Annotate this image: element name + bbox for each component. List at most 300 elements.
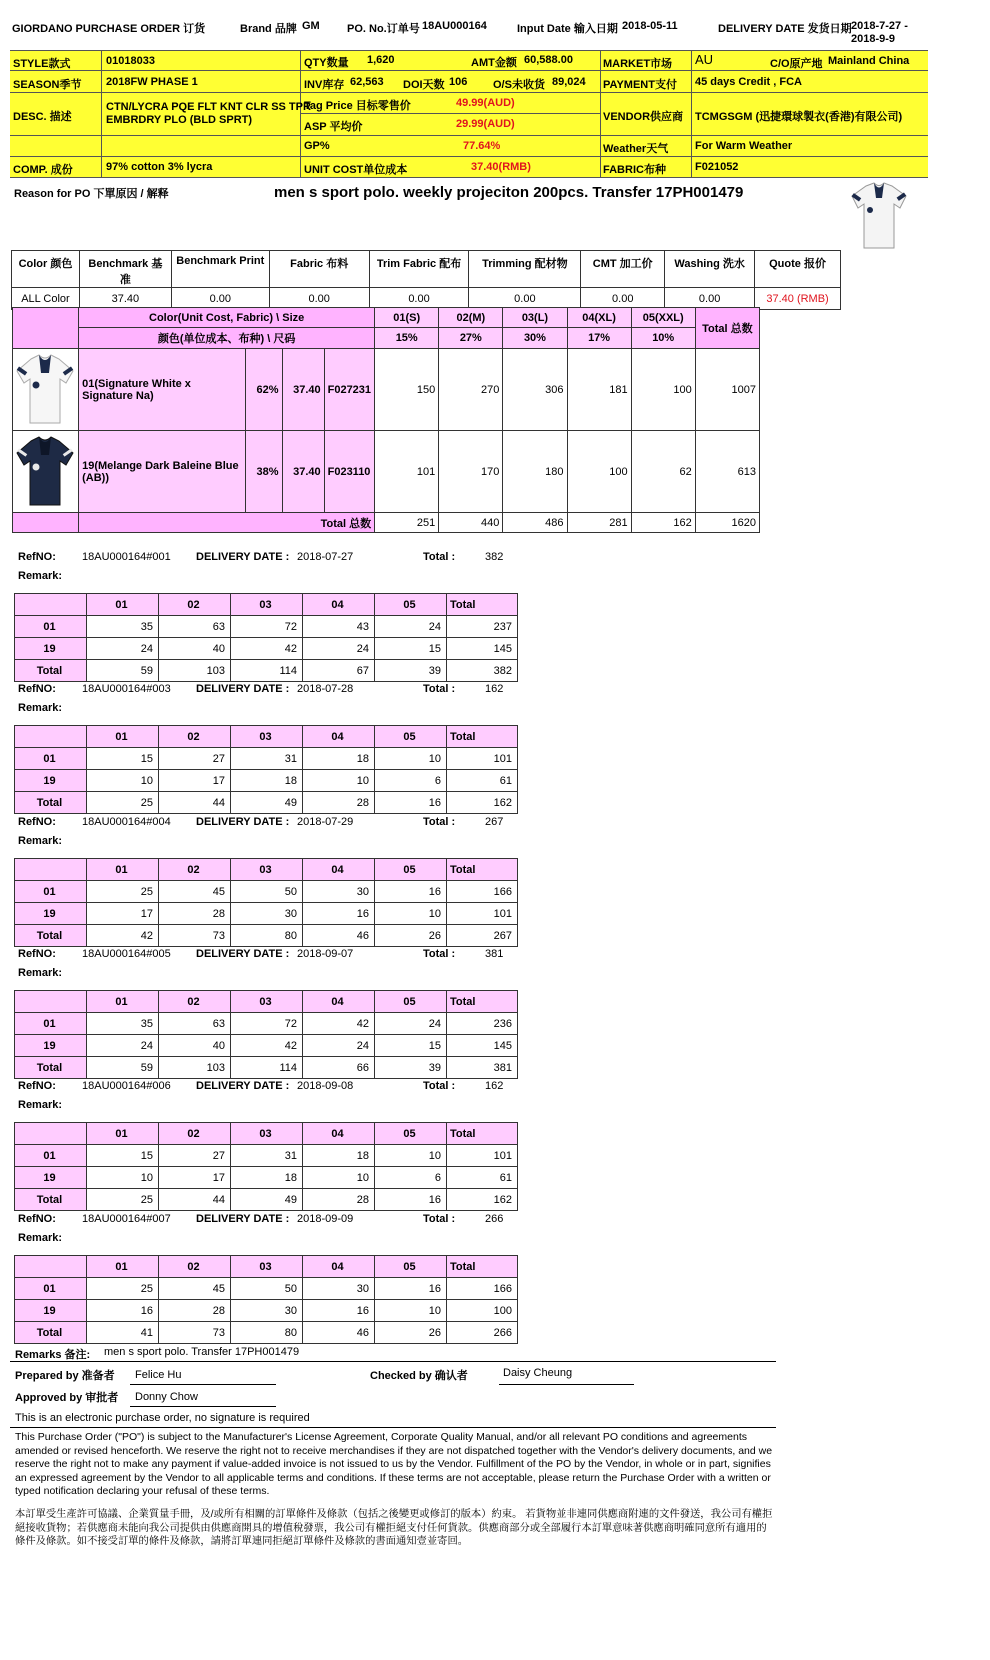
- remark-label: Remark:: [18, 835, 63, 847]
- qty-cell: 44: [159, 1189, 231, 1211]
- qty-cell: 25: [87, 792, 159, 814]
- size-col-header: 05: [375, 1123, 447, 1145]
- size-col-header: 02: [159, 859, 231, 881]
- qty-cell: 237: [447, 616, 518, 638]
- size-col-header: 01: [87, 991, 159, 1013]
- delivery-date-label: DELIVERY DATE 发货日期: [718, 23, 852, 35]
- refno-label: RefNO:: [18, 1213, 56, 1225]
- color-pct: 62%: [246, 349, 282, 431]
- qty-cell: 101: [447, 748, 518, 770]
- qty-cell: 25: [87, 1189, 159, 1211]
- qty-cell: 61: [447, 770, 518, 792]
- row-label: 01: [15, 1013, 87, 1035]
- qty-cell: 28: [159, 903, 231, 925]
- total-col-header: Total: [447, 991, 518, 1013]
- refno-label: RefNO:: [18, 948, 56, 960]
- size-col-header: 05: [375, 991, 447, 1013]
- qty-cell: 42: [231, 1035, 303, 1057]
- table-row: [15, 1189, 518, 1211]
- delivery-date-value: 2018-07-27: [297, 551, 354, 563]
- delivery-total-value: 266: [485, 1213, 504, 1225]
- qty-cell: 26: [375, 1322, 447, 1344]
- cost-header-cell: Washing 洗水: [665, 251, 755, 288]
- refno-value: 18AU000164#001: [82, 551, 171, 563]
- season-label: SEASON季节: [13, 79, 82, 91]
- delivery-date-value: 2018-09-08: [297, 1080, 354, 1092]
- total-col-header: Total: [447, 594, 518, 616]
- refno-value: 18AU000164#007: [82, 1213, 171, 1225]
- qty-cell: 41: [87, 1322, 159, 1344]
- qty-cell: 15: [375, 638, 447, 660]
- asp-value: 29.99(AUD): [456, 118, 515, 130]
- grand-total-label: Total 总数: [79, 513, 375, 533]
- size-ratio: 30%: [503, 328, 567, 349]
- delivery-qty-table: [14, 1255, 518, 1344]
- qty-cell: 162: [447, 1189, 518, 1211]
- delivery-total-label: Total :: [423, 551, 456, 563]
- qty-cell: 180: [503, 431, 567, 513]
- qty-cell: 27: [159, 1145, 231, 1167]
- qty-cell: 25: [87, 881, 159, 903]
- remark-label: Remark:: [18, 1232, 63, 1244]
- grand-total-cell: 1620: [695, 513, 759, 533]
- delivery-total-value: 162: [485, 1080, 504, 1092]
- qty-cell: 26: [375, 925, 447, 947]
- size-header: 04(XL): [567, 308, 631, 328]
- qty-cell: 72: [231, 616, 303, 638]
- qty-cell: 27: [159, 748, 231, 770]
- table-row: [15, 660, 518, 682]
- approved-by-value: Donny Chow: [135, 1391, 198, 1403]
- fabric-value: F021052: [695, 161, 739, 173]
- delivery-total-label: Total :: [423, 683, 456, 695]
- color-pct: 38%: [246, 431, 282, 513]
- qty-cell: 80: [231, 1322, 303, 1344]
- qty-cell: 31: [231, 748, 303, 770]
- refno-label: RefNO:: [18, 683, 56, 695]
- delivery-date-label: DELIVERY DATE :: [196, 683, 290, 695]
- size-col-header: 02: [159, 1256, 231, 1278]
- reason-label: Reason for PO 下單原因 / 解释: [14, 188, 169, 200]
- input-date-value: 2018-05-11: [622, 20, 678, 32]
- qty-cell: 63: [159, 616, 231, 638]
- qty-cell: 73: [159, 925, 231, 947]
- weather-value: For Warm Weather: [695, 140, 793, 152]
- size-col-header: 04: [303, 859, 375, 881]
- cost-header-cell: Trimming 配材物: [469, 251, 581, 288]
- row-label: 01: [15, 748, 87, 770]
- qty-cell: 42: [87, 925, 159, 947]
- qty-cell: 16: [303, 1300, 375, 1322]
- size-ratio: 27%: [439, 328, 503, 349]
- total-col-header: Total: [447, 1256, 518, 1278]
- row-label: Total: [15, 1189, 87, 1211]
- unit-cost-label: UNIT COST单位成本: [304, 164, 408, 176]
- table-row: [15, 1278, 518, 1300]
- qty-cell: 18: [303, 748, 375, 770]
- delivery-date-label: DELIVERY DATE :: [196, 551, 290, 563]
- table-row: [15, 1145, 518, 1167]
- qty-cell: 114: [231, 660, 303, 682]
- qty-cell: 39: [375, 660, 447, 682]
- total-col-header: Total: [447, 1123, 518, 1145]
- total-header: Total 总数: [695, 308, 759, 349]
- qty-cell: 24: [303, 1035, 375, 1057]
- origin-label: C/O原产地: [770, 58, 823, 70]
- qty-cell: 306: [503, 349, 567, 431]
- table-row: [15, 748, 518, 770]
- tag-price-label: Tag Price 目标零售价: [304, 100, 411, 112]
- qty-cell: 16: [375, 792, 447, 814]
- size-col-header: 04: [303, 726, 375, 748]
- qty-cell: 17: [87, 903, 159, 925]
- size-col-header: 03: [231, 1256, 303, 1278]
- cost-header-cell: Trim Fabric 配布: [369, 251, 469, 288]
- refno-label: RefNO:: [18, 816, 56, 828]
- table-row: [15, 881, 518, 903]
- qty-cell: 17: [159, 1167, 231, 1189]
- row-label: Total: [15, 1322, 87, 1344]
- row-label: Total: [15, 925, 87, 947]
- size-ratio: 10%: [631, 328, 695, 349]
- qty-cell: 266: [447, 1322, 518, 1344]
- qty-cell: 18: [303, 1145, 375, 1167]
- row-label: Total: [15, 792, 87, 814]
- grand-total-cell: 440: [439, 513, 503, 533]
- qty-cell: 10: [303, 1167, 375, 1189]
- qty-cell: 114: [231, 1057, 303, 1079]
- qty-cell: 59: [87, 1057, 159, 1079]
- grand-total-cell: 281: [567, 513, 631, 533]
- qty-cell: 10: [375, 748, 447, 770]
- approved-by-label: Approved by 审批者: [15, 1392, 119, 1404]
- qty-cell: 6: [375, 770, 447, 792]
- qty-cell: 16: [87, 1300, 159, 1322]
- delivery-total-label: Total :: [423, 1213, 456, 1225]
- delivery-date-range-end: 2018-9-9: [851, 33, 896, 45]
- size-col-header: 03: [231, 991, 303, 1013]
- qty-cell: 16: [375, 881, 447, 903]
- table-row: [15, 1300, 518, 1322]
- table-row: [15, 616, 518, 638]
- remark-label: Remark:: [18, 570, 63, 582]
- delivery-total-label: Total :: [423, 948, 456, 960]
- qty-cell: 45: [159, 881, 231, 903]
- color-cost: 37.40: [282, 431, 324, 513]
- os-value: 89,024: [552, 76, 586, 88]
- total-col-header: Total: [447, 726, 518, 748]
- cost-value-cell: 0.00: [269, 288, 369, 310]
- size-col-header: 02: [159, 726, 231, 748]
- color-cost: 37.40: [282, 349, 324, 431]
- refno-value: 18AU000164#006: [82, 1080, 171, 1092]
- delivery-total-value: 162: [485, 683, 504, 695]
- refno-value: 18AU000164#004: [82, 816, 171, 828]
- cost-header-cell: Fabric 布料: [269, 251, 369, 288]
- qty-cell: 162: [447, 792, 518, 814]
- qty-cell: 59: [87, 660, 159, 682]
- qty-cell: 66: [303, 1057, 375, 1079]
- origin-value: Mainland China: [828, 55, 910, 67]
- qty-cell: 42: [231, 638, 303, 660]
- desc-value-line2: EMBRDRY PLO (BLD SPRT): [106, 114, 253, 126]
- remark-label: Remark:: [18, 702, 63, 714]
- payment-label: PAYMENT支付: [603, 79, 677, 91]
- delivery-qty-table: [14, 725, 518, 814]
- qty-cell: 24: [375, 616, 447, 638]
- remarks-value: men s sport polo. Transfer 17PH001479: [104, 1346, 300, 1358]
- qty-cell: 10: [87, 1167, 159, 1189]
- qty-cell: 31: [231, 1145, 303, 1167]
- total-col-header: Total: [447, 859, 518, 881]
- size-color-matrix: [12, 307, 760, 533]
- row-label: 19: [15, 903, 87, 925]
- size-col-header: 01: [87, 594, 159, 616]
- cost-value-cell: 0.00: [581, 288, 665, 310]
- qty-cell: 40: [159, 638, 231, 660]
- table-row: [15, 1013, 518, 1035]
- qty-cell: 61: [447, 1167, 518, 1189]
- qty-cell: 49: [231, 1189, 303, 1211]
- asp-label: ASP 平均价: [304, 121, 363, 133]
- qty-cell: 381: [447, 1057, 518, 1079]
- qty-cell: 10: [375, 903, 447, 925]
- qty-cell: 16: [375, 1278, 447, 1300]
- qty-cell: 28: [303, 1189, 375, 1211]
- size-col-header: 03: [231, 594, 303, 616]
- cost-header-cell: Benchmark Print: [171, 251, 269, 288]
- qty-cell: 24: [375, 1013, 447, 1035]
- size-col-header: 04: [303, 594, 375, 616]
- refno-value: 18AU000164#003: [82, 683, 171, 695]
- delivery-qty-table: [14, 1122, 518, 1211]
- table-row: [15, 1322, 518, 1344]
- tag-price-value: 49.99(AUD): [456, 97, 515, 109]
- table-row: [15, 792, 518, 814]
- qty-cell: 46: [303, 1322, 375, 1344]
- size-ratio: 15%: [375, 328, 439, 349]
- size-col-header: 04: [303, 991, 375, 1013]
- qty-cell: 35: [87, 616, 159, 638]
- qty-cell: 40: [159, 1035, 231, 1057]
- fabric-label: FABRIC布种: [603, 164, 666, 176]
- size-col-header: 05: [375, 859, 447, 881]
- qty-cell: 100: [447, 1300, 518, 1322]
- qty-cell: 6: [375, 1167, 447, 1189]
- remarks-label: Remarks 备注:: [15, 1349, 91, 1361]
- qty-cell: 170: [439, 431, 503, 513]
- qty-cell: 270: [439, 349, 503, 431]
- qty-cell: 145: [447, 1035, 518, 1057]
- qty-cell: 16: [375, 1189, 447, 1211]
- remark-label: Remark:: [18, 967, 63, 979]
- cost-header-cell: Quote 报价: [755, 251, 841, 288]
- qty-cell: 10: [303, 770, 375, 792]
- size-col-header: 01: [87, 1256, 159, 1278]
- style-value: 01018033: [106, 55, 155, 67]
- qty-cell: 45: [159, 1278, 231, 1300]
- size-header: 01(S): [375, 308, 439, 328]
- qty-cell: 100: [631, 349, 695, 431]
- remark-label: Remark:: [18, 1099, 63, 1111]
- color-name: 01(Signature White x Signature Na): [79, 349, 246, 431]
- brand-label: Brand 品牌: [240, 23, 297, 35]
- doi-value: 106: [449, 76, 468, 88]
- color-fabric: F027231: [324, 349, 375, 431]
- size-header: 03(L): [503, 308, 567, 328]
- size-col-header: 02: [159, 594, 231, 616]
- size-ratio: 17%: [567, 328, 631, 349]
- delivery-date-label: DELIVERY DATE :: [196, 816, 290, 828]
- qty-cell: 15: [87, 748, 159, 770]
- style-label: STYLE款式: [13, 58, 71, 70]
- matrix-title-cn: 颜色(单位成本、布种) \ 尺码: [79, 328, 375, 349]
- market-label: MARKET市场: [603, 58, 673, 70]
- delivery-qty-table: [14, 858, 518, 947]
- row-label: 19: [15, 1300, 87, 1322]
- row-total-cell: 613: [695, 431, 759, 513]
- row-label: 19: [15, 638, 87, 660]
- size-col-header: 03: [231, 1123, 303, 1145]
- delivery-date-value: 2018-09-09: [297, 1213, 354, 1225]
- size-col-header: 05: [375, 726, 447, 748]
- qty-cell: 63: [159, 1013, 231, 1035]
- qty-cell: 181: [567, 349, 631, 431]
- input-date-label: Input Date 输入日期: [517, 23, 618, 35]
- table-row: [15, 1035, 518, 1057]
- qty-cell: 73: [159, 1322, 231, 1344]
- qty-cell: 10: [375, 1300, 447, 1322]
- qty-cell: 80: [231, 925, 303, 947]
- qty-cell: 236: [447, 1013, 518, 1035]
- checked-by-label: Checked by 确认者: [370, 1370, 468, 1382]
- amt-label: AMT金额: [471, 57, 517, 69]
- cost-breakdown-table: [11, 250, 841, 310]
- navy-polo-image: [13, 431, 77, 509]
- qty-cell: 43: [303, 616, 375, 638]
- qty-cell: 382: [447, 660, 518, 682]
- cost-header-cell: Benchmark 基准: [79, 251, 171, 288]
- size-col-header: 04: [303, 1123, 375, 1145]
- qty-cell: 24: [303, 638, 375, 660]
- cost-header-cell: CMT 加工价: [581, 251, 665, 288]
- grand-total-cell: 251: [375, 513, 439, 533]
- qty-cell: 50: [231, 1278, 303, 1300]
- refno-value: 18AU000164#005: [82, 948, 171, 960]
- size-col-header: 02: [159, 991, 231, 1013]
- cost-value-cell: 0.00: [369, 288, 469, 310]
- size-col-header: 05: [375, 594, 447, 616]
- table-row: [15, 903, 518, 925]
- qty-cell: 15: [87, 1145, 159, 1167]
- electronic-note: This is an electronic purchase order, no signature is required: [15, 1412, 310, 1424]
- cost-value-cell: 0.00: [469, 288, 581, 310]
- qty-cell: 101: [447, 1145, 518, 1167]
- qty-cell: 145: [447, 638, 518, 660]
- company-title: GIORDANO PURCHASE ORDER 订货: [12, 23, 206, 35]
- qty-cell: 28: [303, 792, 375, 814]
- qty-cell: 30: [303, 881, 375, 903]
- qty-cell: 17: [159, 770, 231, 792]
- size-header: 02(M): [439, 308, 503, 328]
- qty-cell: 46: [303, 925, 375, 947]
- qty-cell: 42: [303, 1013, 375, 1035]
- table-row: [15, 1167, 518, 1189]
- reason-text: men s sport polo. weekly projeciton 200pcs. Transfer 17PH001479: [274, 184, 744, 201]
- delivery-total-label: Total :: [423, 816, 456, 828]
- table-row: [15, 638, 518, 660]
- qty-cell: 18: [231, 1167, 303, 1189]
- gp-label: GP%: [304, 140, 330, 152]
- qty-cell: 67: [303, 660, 375, 682]
- po-label: PO. No.订单号: [347, 23, 420, 35]
- qty-cell: 16: [303, 903, 375, 925]
- refno-label: RefNO:: [18, 551, 56, 563]
- cost-value-cell: ALL Color: [12, 288, 80, 310]
- qty-cell: 35: [87, 1013, 159, 1035]
- white-polo-image: [13, 349, 77, 427]
- delivery-date-value: 2018-07-29: [297, 816, 354, 828]
- qty-cell: 30: [231, 903, 303, 925]
- qty-cell: 101: [447, 903, 518, 925]
- checked-by-value: Daisy Cheung: [503, 1367, 573, 1379]
- qty-cell: 150: [375, 349, 439, 431]
- row-label: 19: [15, 1167, 87, 1189]
- doi-label: DOI天数: [403, 79, 445, 91]
- gp-value: 77.64%: [463, 140, 501, 152]
- vendor-value: TCMGSGM (迅捷環球製衣(香港)有限公司): [695, 111, 903, 123]
- qty-cell: 24: [87, 638, 159, 660]
- qty-value: 1,620: [367, 54, 395, 66]
- matrix-title: Color(Unit Cost, Fabric) \ Size: [79, 308, 375, 328]
- size-header: 05(XXL): [631, 308, 695, 328]
- size-col-header: 03: [231, 859, 303, 881]
- row-label: 01: [15, 1278, 87, 1300]
- cost-value-cell: 37.40: [79, 288, 171, 310]
- delivery-qty-table: [14, 990, 518, 1079]
- season-value: 2018FW PHASE 1: [106, 76, 198, 88]
- row-label: Total: [15, 660, 87, 682]
- delivery-total-value: 381: [485, 948, 504, 960]
- size-col-header: 02: [159, 1123, 231, 1145]
- row-label: Total: [15, 1057, 87, 1079]
- grand-total-cell: 486: [503, 513, 567, 533]
- cost-header-cell: Color 颜色: [12, 251, 80, 288]
- delivery-date-label: DELIVERY DATE :: [196, 1080, 290, 1092]
- size-col-header: 01: [87, 859, 159, 881]
- cost-value-cell: 0.00: [665, 288, 755, 310]
- unit-cost-value: 37.40(RMB): [471, 161, 531, 173]
- row-total-cell: 1007: [695, 349, 759, 431]
- qty-cell: 103: [159, 1057, 231, 1079]
- size-col-header: 01: [87, 1123, 159, 1145]
- row-label: 19: [15, 1035, 87, 1057]
- cost-value-cell: 0.00: [171, 288, 269, 310]
- qty-cell: 44: [159, 792, 231, 814]
- qty-cell: 15: [375, 1035, 447, 1057]
- color-name: 19(Melange Dark Baleine Blue (AB)): [79, 431, 246, 513]
- table-row: [15, 1057, 518, 1079]
- qty-cell: 72: [231, 1013, 303, 1035]
- qty-cell: 100: [567, 431, 631, 513]
- delivery-date-value: 2018-07-28: [297, 683, 354, 695]
- size-col-header: 03: [231, 726, 303, 748]
- table-row: [15, 925, 518, 947]
- qty-cell: 49: [231, 792, 303, 814]
- qty-cell: 25: [87, 1278, 159, 1300]
- delivery-date-range-start: 2018-7-27 -: [851, 20, 908, 32]
- weather-label: Weather天气: [603, 143, 669, 155]
